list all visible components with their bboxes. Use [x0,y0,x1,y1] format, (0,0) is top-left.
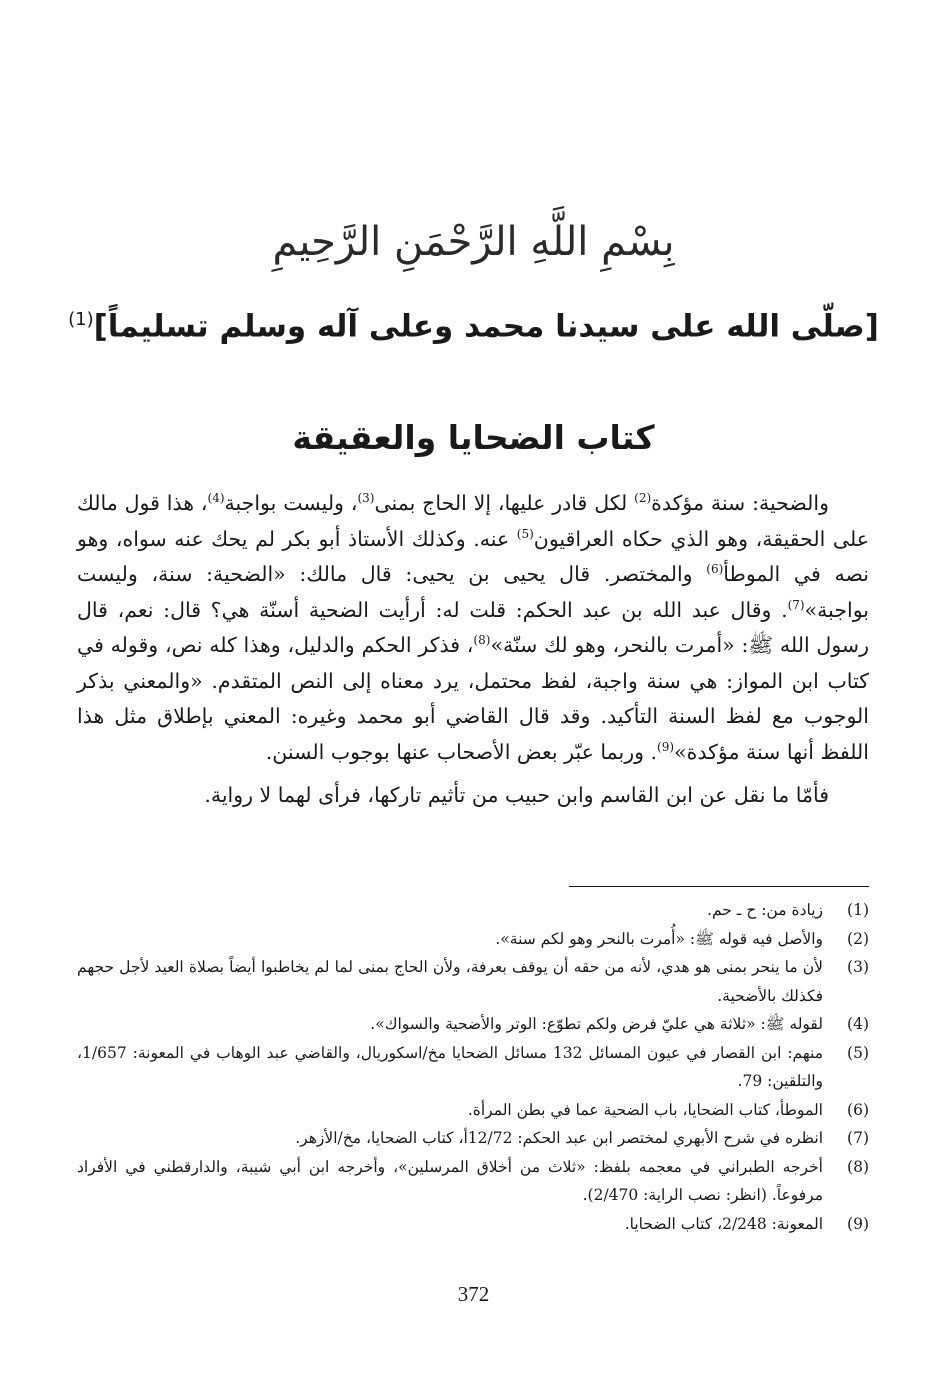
footnotes [77,896,869,1238]
text-run: والمختصر. قال يحيى بن يحيى: قال مالك: «الضحية: سنة، وليست بواجبة» [77,562,869,622]
footnote-number: (1) [847,901,869,919]
footnote-number: (9) [847,1214,869,1233]
footnote-number: (6) [847,1100,869,1119]
footnote-ref: (7) [787,597,805,612]
footnote-ref: (4) [207,491,225,506]
footnote-item [77,1039,869,1096]
footnote-ref: (1) [68,309,94,330]
footnote-text: لأن ما ينحر بمنى هو هدي، لأنه من حقه أن يوقف بعرفة، ولأن الحاج بمنى لما لم يخاطبوا أيضاً بصلاة العيد لأجل حجهم فكذلك بالأضحية. [77,958,823,1005]
footnote-number: (4) [847,1015,869,1033]
footnote-ref: (2) [634,491,652,506]
footnote-item [77,925,869,954]
footnote-divider [569,886,869,887]
footnote-number: (5) [847,1043,869,1062]
footnote-ref: (3) [357,491,375,506]
footnote-ref: (9) [657,739,675,754]
footnote-number: (3) [847,958,869,976]
text-run: عنه. وكذلك الأستاذ أبو بكر لم يحك عنه سواه، وهو نصه في الموطأ [77,526,869,586]
paragraph-2: فأمّا ما نقل عن ابن القاسم وابن حبيب من تأثيم تاركها، فرأى لهما لا رواية. [204,783,829,807]
footnote-number: (7) [847,1129,869,1147]
footnote-text: لقوله ﷺ: «ثلاثة هي عليّ فرض ولكم تطوّع: الوتر والأضحية والسواك». [370,1015,823,1033]
page-number: 372 [457,1282,490,1306]
text-run: ، هذا قول مالك على الحقيقة، وهو الذي حكاه العراقيون [77,491,869,551]
footnote-text: منهم: ابن القصار في عيون المسائل 132 مسائل الضحايا مخ/اسكوريال، والقاضي عبد الوهاب في المعونة: 1/657، والتلقين: 79. [77,1043,823,1090]
footnote-ref: (5) [516,526,534,541]
footnote-number: (2) [847,929,869,948]
footnote-item [77,953,869,1010]
footnote-item [77,1010,869,1039]
footnote-text: المعونة: 2/248، كتاب الضحايا. [624,1214,823,1233]
basmala-calligraphy: بِسْمِ اللَّهِ الرَّحْمَنِ الرَّحِيمِ [272,219,675,265]
footnote-item [77,1153,869,1210]
text-run: والضحية: سنة مؤكدة [651,491,830,515]
footnote-item [77,896,869,925]
text-run: ، وليست بواجبة [224,491,358,515]
book-title: كتاب الضحايا والعقيقة [292,418,655,457]
salawat-heading [0,296,947,350]
footnote-text: أخرجه الطبراني في معجمه بلفظ: «ثلاث من أخلاق المرسلين»، وأخرجه ابن أبي شيبة، والدارقطني في الأفراد مرفوعاً. (انظر: نصب الراية: 2/470). [77,1157,823,1204]
text-run: . وقال عبد الله بن عبد الحكم: قلت له: أرأيت الضحية أسنّة هي؟ قال: نعم، قال رسول الله ﷺ: «أمرت بالنحر، وهو لك سنّة» [77,597,869,657]
footnote-ref: (6) [706,562,724,577]
footnote-text: زيادة من: ح ـ حم. [707,901,823,919]
footnote-item [77,1096,869,1125]
paragraph-1 [77,486,869,770]
text-run: ، فذكر الحكم والدليل، وهذا كله نص، وقوله في كتاب ابن المواز: هي سنة واجبة، لفظ محتمل، يرد معناه إلى النص المتقدم. «والمعني بذكر الوجوب مع لفظ السنة التأكيد. وقد قال القاضي أبو محمد وغيره: المعني بإطلاق مثل هذا اللفظ أنها سنة مؤكدة» [77,633,869,764]
footnote-text: الموطأ، كتاب الضحايا، باب الضحية عما في بطن المرأة. [467,1100,823,1119]
text-run: . وربما عبّر بعض الأصحاب عنها بوجوب السنن. [265,739,658,764]
footnote-number: (8) [847,1157,869,1176]
footnote-text: انظره في شرح الأبهري لمختصر ابن عبد الحكم: 12/72أ، كتاب الضحايا، مخ/الأزهر. [295,1129,823,1147]
main-text [77,486,869,814]
footnote-ref: (8) [473,633,491,648]
footnote-text: والأصل فيه قوله ﷺ: «أُمرت بالنحر وهو لكم سنة». [495,929,823,948]
salawat-text: [صلّى الله على سيدنا محمد وعلى آله وسلم تسليماً] [93,308,879,345]
text-run: لكل قادر عليها، إلا الحاج بمنى [374,491,635,515]
footnote-item [77,1124,869,1153]
footnote-item [77,1210,869,1239]
